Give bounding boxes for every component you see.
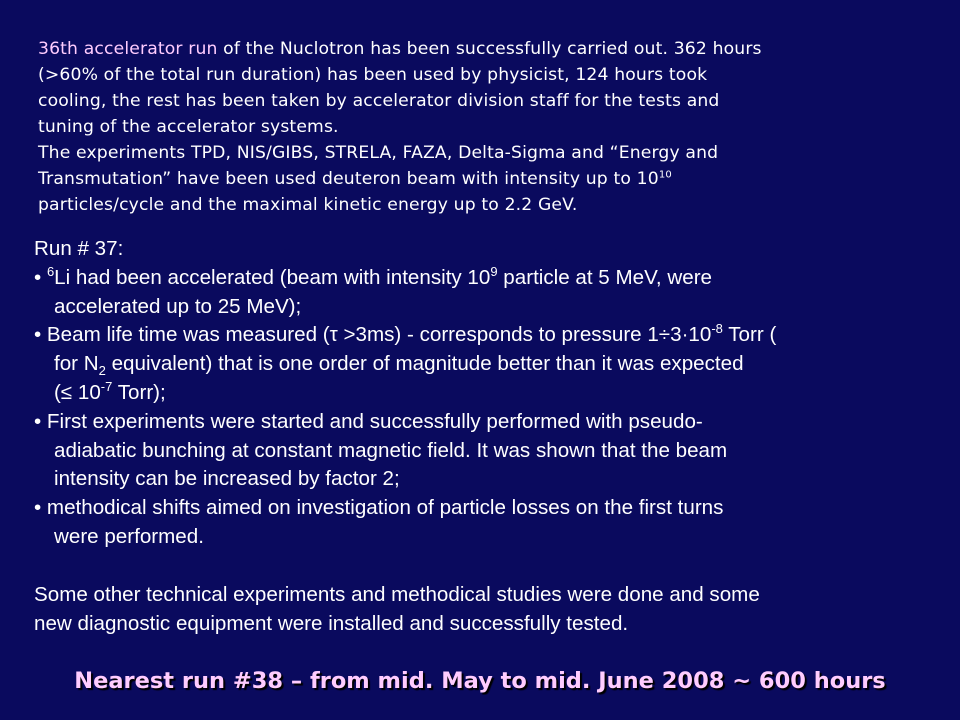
bullet-first-experiments-cont-2: intensity can be increased by factor 2; (54, 467, 400, 491)
other-studies-line-1: Some other technical experiments and methodical studies were done and some (34, 582, 760, 606)
bullet-beam-lifetime-cont-2: (≤ $10^{-7}$ Torr); (54, 379, 166, 404)
intro-line-6: Transmutation” have been used deuteron beam with intensity up to $10^{10}$ (38, 169, 672, 189)
run-37-section (34, 235, 934, 638)
bullet-lithium-cont: accelerated up to 25 MeV); (54, 294, 302, 318)
bullet-beam-lifetime-cont: for $N_2$ equivalent) that is one order of magnitude better than it was expected (54, 352, 744, 379)
intro-line-2: (>60% of the total run duration) has been used by physicist, 124 hours took (38, 65, 708, 85)
intro-paragraph (38, 36, 938, 218)
bullet-methodical-shifts-cont: were performed. (54, 524, 204, 548)
intro-line-1: 36th accelerator run of the Nuclotron has been successfully carried out. 362 hours (38, 39, 762, 59)
intro-line-7: particles/cycle and the maximal kinetic energy up to 2.2 GeV. (38, 195, 578, 215)
intro-line-3: cooling, the rest has been taken by accelerator division staff for the tests and (38, 91, 720, 111)
run-37-title: Run # 37: (34, 237, 124, 260)
intro-line-5: The experiments TPD, NIS/GIBS, STRELA, FAZA, Delta-Sigma and “Energy and (38, 143, 719, 163)
nearest-run-footer: Nearest run #38 – from mid. May to mid. June 2008 ~ 600 hours (74, 668, 886, 694)
bullet-first-experiments: • First experiments were started and successfully performed with pseudo- (34, 409, 703, 433)
bullet-methodical-shifts: • methodical shifts aimed on investigation of particle losses on the first turns (34, 496, 724, 520)
intro-line-4: tuning of the accelerator systems. (38, 117, 339, 137)
bullet-first-experiments-cont: adiabatic bunching at constant magnetic field. It was shown that the beam (54, 438, 728, 462)
spacer (34, 552, 934, 581)
run-36-highlight: 36th accelerator run (38, 39, 218, 59)
other-studies-line-2: new diagnostic equipment were installed and successfully tested. (34, 611, 629, 635)
bullet-lithium: • $^6$Li had been accelerated (beam with intensity $10^9$ particle at 5 MeV, were (34, 263, 713, 289)
bullet-beam-lifetime: • Beam life time was measured (τ >3ms) - corresponds to pressure $1\div 3\cdot 10^{-8}$ Torr ( (34, 321, 777, 347)
